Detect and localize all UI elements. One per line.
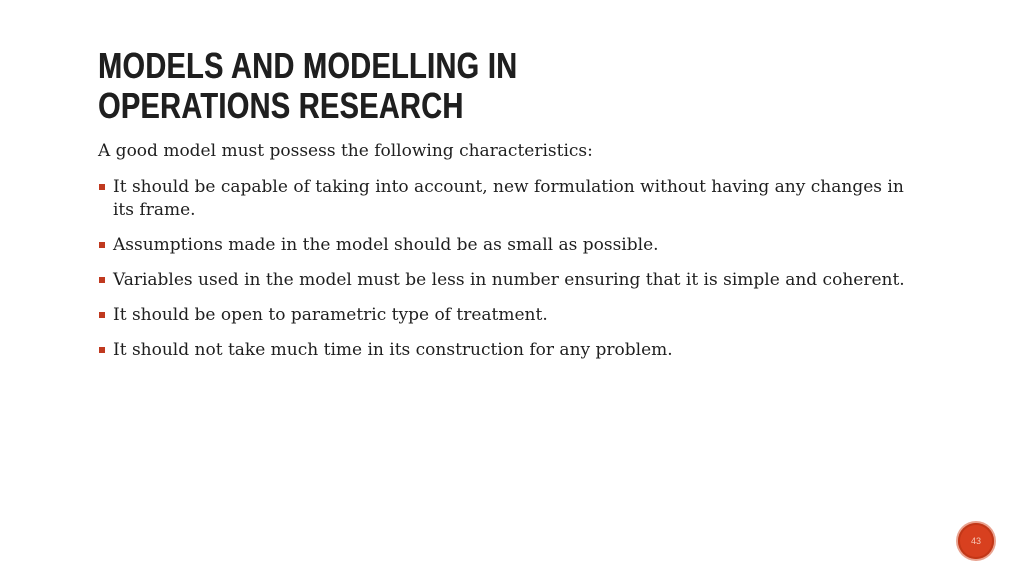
bullet-square-icon	[99, 242, 105, 248]
bullet-text: It should be capable of taking into account, new formulation without having any changes in its frame.	[113, 177, 904, 220]
bullet-square-icon	[99, 347, 105, 353]
page-number-badge	[958, 523, 994, 559]
bullet-square-icon	[99, 312, 105, 318]
bullet-square-icon	[99, 277, 105, 283]
bullet-text: Variables used in the model must be less in number ensuring that it is simple and coherent.	[113, 270, 905, 290]
bullet-item	[98, 304, 928, 327]
bullet-list	[98, 176, 928, 374]
bullet-square-icon	[99, 184, 105, 190]
bullet-item	[98, 234, 928, 257]
slide-title: MODELS AND MODELLING IN OPERATIONS RESEARCH	[98, 45, 518, 126]
bullet-item	[98, 176, 928, 222]
bullet-text: It should not take much time in its construction for any problem.	[113, 340, 673, 360]
bullet-item	[98, 269, 928, 292]
page-number: 43	[970, 536, 981, 546]
bullet-item	[98, 339, 928, 362]
bullet-text: Assumptions made in the model should be as small as possible.	[113, 235, 659, 255]
intro-text: A good model must possess the following characteristics:	[98, 141, 593, 161]
bullet-text: It should be open to parametric type of treatment.	[113, 305, 548, 325]
